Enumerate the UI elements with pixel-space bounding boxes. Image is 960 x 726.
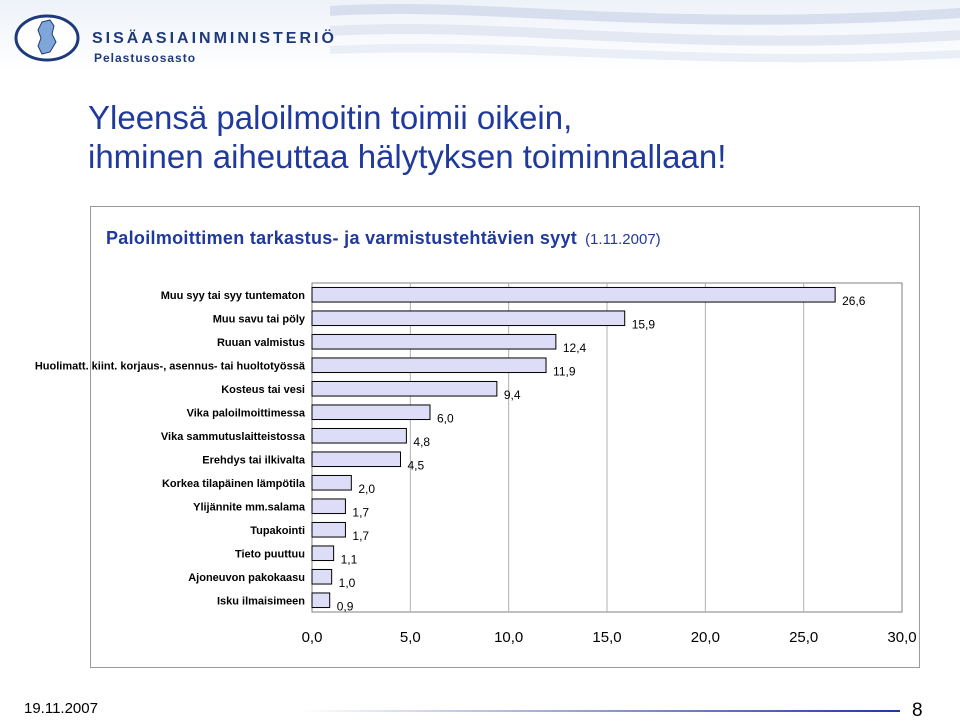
x-tick-label: 5,0	[399, 629, 421, 646]
data-label: 6,0	[437, 411, 454, 426]
data-label: 12,4	[562, 340, 587, 355]
category-label: Muu savu tai pöly	[212, 313, 305, 326]
category-label: Ylijännite mm.salama	[193, 501, 305, 514]
category-label: Korkea tilapäinen lämpötila	[161, 477, 305, 490]
category-label: Tieto puuttuu	[234, 548, 305, 561]
page-number: 8	[912, 700, 923, 721]
chart-title-date: (1.11.2007)	[585, 231, 661, 248]
footer-rule	[300, 710, 900, 712]
chart-title-main: Paloilmoittimen tarkastus- ja varmistustehtävien syyt	[106, 228, 578, 248]
bar	[312, 405, 430, 420]
x-tick-label: 25,0	[789, 629, 819, 646]
category-label: Vika sammutuslaitteistossa	[160, 430, 305, 443]
category-label: Muu syy tai syy tuntematon	[160, 289, 305, 302]
x-tick-label: 15,0	[592, 629, 622, 646]
x-tick-label: 10,0	[494, 629, 524, 646]
data-label: 11,9	[553, 364, 576, 379]
data-label: 1,1	[340, 552, 358, 567]
data-label: 1,7	[352, 528, 370, 543]
data-label: 1,7	[352, 505, 370, 520]
bar	[312, 358, 546, 373]
data-label: 4,8	[413, 434, 431, 449]
category-label: Isku ilmaisimeen	[216, 595, 305, 608]
x-tick-label: 0,0	[301, 629, 323, 646]
x-tick-label: 20,0	[690, 629, 720, 646]
data-label: 26,6	[842, 293, 866, 308]
data-label: 2,0	[358, 481, 376, 496]
category-label: Vika paloilmoittimessa	[186, 407, 305, 420]
category-label: Kosteus tai vesi	[221, 383, 305, 396]
bar	[312, 334, 556, 349]
data-label: 1,0	[338, 575, 356, 590]
data-label: 9,4	[503, 387, 521, 402]
bar	[312, 522, 345, 537]
x-tick-label: 30,0	[887, 629, 917, 646]
category-label: Ajoneuvon pakokaasu	[188, 571, 305, 584]
category-label: Huolimatt. kiint. korjaus-, asennus- tai huoltotyössä	[34, 360, 305, 373]
bar	[312, 593, 330, 608]
category-label: Tupakointi	[250, 524, 305, 537]
bar	[312, 428, 406, 443]
bar	[312, 475, 351, 490]
bar	[312, 452, 401, 467]
slide-title-line-2: ihminen aiheuttaa hälytyksen toiminnallaan!	[88, 138, 727, 175]
category-label: Ruuan valmistus	[216, 336, 305, 349]
bar	[312, 499, 345, 514]
data-label: 4,5	[407, 458, 425, 473]
data-label: 0,9	[336, 599, 354, 614]
bar	[312, 311, 625, 326]
footer-date: 19.11.2007	[24, 700, 98, 717]
category-label: Erehdys tai ilkivalta	[202, 454, 305, 467]
bar	[312, 546, 334, 561]
bar	[312, 381, 497, 396]
department-name: Pelastusosasto	[94, 51, 197, 65]
bar	[312, 287, 835, 302]
slide-title-line-1: Yleensä paloilmoitin toimii oikein,	[88, 99, 573, 136]
data-label: 15,9	[631, 317, 656, 332]
ministry-name: SISÄASIAINMINISTERIÖ	[92, 30, 337, 47]
bar	[312, 569, 332, 584]
